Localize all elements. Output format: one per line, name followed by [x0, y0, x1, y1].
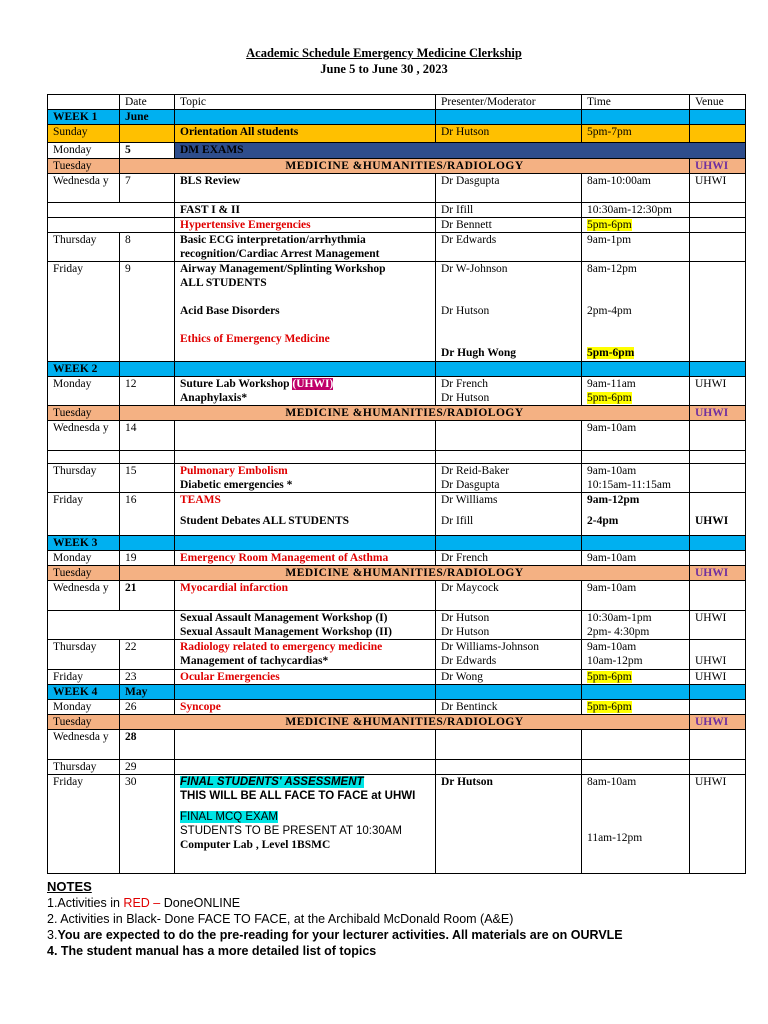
presenter-cell — [436, 493, 582, 536]
day-cell: Monday — [48, 377, 120, 406]
week-month: May — [120, 685, 175, 700]
presenter-cell: Dr Bentinck — [436, 700, 582, 715]
presenter-cell: Dr Wong — [436, 670, 582, 685]
presenter-line: Dr Hutson — [441, 626, 490, 638]
topic-cell: Orientation All students — [175, 125, 436, 143]
day-cell: Thursday — [48, 233, 120, 262]
topic-line: Computer Lab , Level 1BSMC — [180, 839, 331, 851]
table-row — [48, 203, 746, 218]
time-cell — [582, 464, 690, 493]
venue-text: UHWI — [695, 655, 727, 667]
presenter-cell: Dr Edwards — [436, 233, 582, 262]
presenter-line: Dr Hutson — [441, 392, 490, 404]
topic-line: Acid Base Disorders — [180, 305, 280, 317]
week-label: WEEK 2 — [48, 362, 120, 377]
time-line: 2pm-4pm — [587, 305, 632, 317]
header-venue: Venue — [690, 95, 746, 110]
day-cell: Friday — [48, 670, 120, 685]
time-cell — [582, 775, 690, 874]
assessment-highlight: FINAL STUDENTS' ASSESSMENT — [180, 776, 364, 788]
table-row — [48, 670, 746, 685]
week-label: WEEK 4 — [48, 685, 120, 700]
table-row — [48, 551, 746, 566]
day-cell: Tuesday — [48, 566, 120, 581]
venue-cell: UHWI — [690, 611, 746, 640]
date-cell: 8 — [120, 233, 175, 262]
time-line: 8am-10am — [587, 776, 637, 788]
venue-cell: UHWI — [690, 174, 746, 203]
document-dates: June 5 to June 30 , 2023 — [320, 62, 448, 76]
header-topic: Topic — [175, 95, 436, 110]
header-date: Date — [120, 95, 175, 110]
time-line: 10:15am-11:15am — [587, 479, 671, 491]
time-cell — [582, 377, 690, 406]
date-cell: 16 — [120, 493, 175, 536]
presenter-line: Dr Ifill — [441, 515, 474, 527]
time-line: 2pm- 4:30pm — [587, 626, 650, 638]
table-row — [48, 174, 746, 203]
day-cell: Friday — [48, 775, 120, 874]
time-cell — [582, 670, 690, 685]
table-row — [48, 262, 746, 362]
day-cell: Monday — [48, 700, 120, 715]
day-cell: Thursday — [48, 760, 120, 775]
note-2: 2. Activities in Black- Done FACE TO FACE, at the Archibald McDonald Room (A&E) — [47, 912, 514, 926]
date-cell: 28 — [120, 730, 175, 760]
date-cell: 15 — [120, 464, 175, 493]
time-cell — [582, 493, 690, 536]
topic-cell: MEDICINE &HUMANITIES/RADIOLOGY — [120, 715, 690, 730]
day-cell: Tuesday — [48, 159, 120, 174]
header-presenter: Presenter/Moderator — [436, 95, 582, 110]
time-highlight: 5pm-6pm — [587, 219, 632, 231]
topic-line: STUDENTS TO BE PRESENT AT 10:30AM — [180, 825, 402, 837]
table-row — [48, 159, 746, 174]
topic-line: ALL STUDENTS — [180, 277, 267, 289]
week-label: WEEK 3 — [48, 536, 120, 551]
table-row — [48, 611, 746, 640]
week-row — [48, 362, 746, 377]
header-day — [48, 95, 120, 110]
table-row — [48, 451, 746, 464]
topic-cell: MEDICINE &HUMANITIES/RADIOLOGY — [120, 159, 690, 174]
topic-line: TEAMS — [180, 494, 221, 506]
topic-cell: Syncope — [175, 700, 436, 715]
topic-line: Student Debates ALL STUDENTS — [180, 515, 350, 527]
day-cell: Thursday — [48, 464, 120, 493]
week-row — [48, 536, 746, 551]
topic-line: Anaphylaxis* — [180, 392, 248, 404]
day-cell: Friday — [48, 262, 120, 362]
presenter-cell: Dr Bennett — [436, 218, 582, 233]
presenter-line: Dr Williams — [441, 494, 498, 506]
topic-cell — [175, 464, 436, 493]
topic-cell: FAST I & II — [175, 203, 436, 218]
day-cell: Monday — [48, 143, 120, 159]
note-4: 4. The student manual has a more detailed list of topics — [47, 944, 377, 958]
topic-cell: BLS Review — [175, 174, 436, 203]
presenter-line: Dr Hutson — [441, 612, 490, 624]
day-cell: Wednesda y — [48, 174, 120, 203]
table-row — [48, 700, 746, 715]
presenter-cell — [436, 262, 582, 362]
table-row — [48, 640, 746, 670]
time-highlight: 5pm-6pm — [587, 701, 632, 713]
day-cell: Wednesda y — [48, 581, 120, 611]
header-time: Time — [582, 95, 690, 110]
week-row — [48, 685, 746, 700]
presenter-line: Dr Reid-Baker — [441, 465, 510, 477]
time-cell — [582, 611, 690, 640]
venue-cell: UHWI — [690, 566, 746, 581]
time-highlight: 5pm-6pm — [587, 392, 632, 404]
week-label: WEEK 1 — [48, 110, 120, 125]
table-row — [48, 493, 746, 536]
presenter-line: Dr W-Johnson — [441, 263, 508, 275]
topic-cell — [175, 262, 436, 362]
topic-cell — [175, 640, 436, 670]
time-highlight: 5pm-6pm — [587, 671, 632, 683]
table-row — [48, 775, 746, 874]
topic-line: Pulmonary Embolism — [180, 465, 288, 477]
presenter-cell: Dr Hutson — [436, 125, 582, 143]
date-cell: 9 — [120, 262, 175, 362]
time-line: 10:30am-1pm — [587, 612, 652, 624]
topic-line: THIS WILL BE ALL FACE TO FACE at UHWI — [180, 790, 416, 802]
time-cell — [582, 262, 690, 362]
table-row — [48, 233, 746, 262]
topic-line: Ethics of Emergency Medicine — [180, 333, 330, 345]
document-title: Academic Schedule Emergency Medicine Clerkship — [246, 46, 522, 60]
time-line: 10am-12pm — [587, 655, 643, 667]
venue-cell — [690, 493, 746, 536]
notes-section — [47, 879, 623, 959]
time-highlight: 5pm-6pm — [587, 347, 635, 359]
time-line: 9am-11am — [587, 378, 636, 390]
table-row — [48, 143, 746, 159]
venue-cell: UHWI — [690, 159, 746, 174]
day-cell: Wednesda y — [48, 730, 120, 760]
presenter-line: Dr Williams-Johnson — [441, 641, 540, 653]
day-cell: Friday — [48, 493, 120, 536]
dm-exams-cell — [175, 143, 746, 159]
presenter-line: Dr Dasgupta — [441, 479, 500, 491]
venue-cell: UHWI — [690, 670, 746, 685]
time-line: 8am-12pm — [587, 263, 637, 275]
presenter-cell: Dr Dasgupta — [436, 174, 582, 203]
mcq-highlight: FINAL MCQ EXAM — [180, 811, 278, 823]
date-cell: 29 — [120, 760, 175, 775]
time-cell: 9am-10am — [582, 551, 690, 566]
time-line: 2-4pm — [587, 515, 619, 527]
day-cell: Monday — [48, 551, 120, 566]
time-cell — [582, 640, 690, 670]
presenter-line: Dr Hutson — [441, 305, 490, 317]
time-line: 11am-12pm — [587, 832, 643, 844]
time-cell: 9am-10am — [582, 581, 690, 611]
date-cell: 23 — [120, 670, 175, 685]
time-line: 9am-10am — [587, 465, 637, 477]
table-row — [48, 566, 746, 581]
table-row — [48, 218, 746, 233]
presenter-line: Dr Edwards — [441, 655, 497, 667]
presenter-cell: Dr French — [436, 551, 582, 566]
date-cell: 12 — [120, 377, 175, 406]
day-cell: Thursday — [48, 640, 120, 670]
date-cell: 19 — [120, 551, 175, 566]
topic-line: Sexual Assault Management Workshop (II) — [180, 626, 392, 638]
day-cell: Sunday — [48, 125, 120, 143]
date-cell: 26 — [120, 700, 175, 715]
presenter-cell: Dr Maycock — [436, 581, 582, 611]
table-row — [48, 581, 746, 611]
table-row — [48, 125, 746, 143]
topic-cell: MEDICINE &HUMANITIES/RADIOLOGY — [120, 566, 690, 581]
venue-cell: UHWI — [690, 775, 746, 874]
venue-cell: UHWI — [690, 715, 746, 730]
topic-cell: MEDICINE &HUMANITIES/RADIOLOGY — [120, 406, 690, 421]
venue-cell: UHWI — [690, 377, 746, 406]
time-cell: 9am-1pm — [582, 233, 690, 262]
schedule-table — [47, 94, 746, 874]
table-row — [48, 406, 746, 421]
topic-cell — [175, 775, 436, 874]
presenter-cell — [436, 640, 582, 670]
presenter-cell — [436, 611, 582, 640]
time-cell: 8am-10:00am — [582, 174, 690, 203]
day-cell: Wednesda y — [48, 421, 120, 451]
venue-tag: (UHWI) — [292, 378, 334, 390]
table-row — [48, 760, 746, 775]
day-cell: Tuesday — [48, 715, 120, 730]
topic-cell: Emergency Room Management of Asthma — [175, 551, 436, 566]
topic-cell: Hypertensive Emergencies — [175, 218, 436, 233]
presenter-cell — [436, 464, 582, 493]
week-row — [48, 110, 746, 125]
presenter-line: Dr Hugh Wong — [441, 347, 516, 359]
presenter-line: Dr French — [441, 378, 488, 390]
topic-line: Sexual Assault Management Workshop (I) — [180, 612, 388, 624]
time-cell: 9am-10am — [582, 421, 690, 451]
time-cell: 5pm-7pm — [582, 125, 690, 143]
table-header-row — [48, 95, 746, 110]
week-month: June — [120, 110, 175, 125]
topic-text: DM EXAMS — [180, 144, 244, 156]
note-1: 1.Activities in RED – DoneONLINE — [47, 896, 241, 910]
table-row — [48, 730, 746, 760]
topic-cell: Basic ECG interpretation/arrhythmia recognition/Cardiac Arrest Management — [175, 233, 436, 262]
time-line: 9am-12pm — [587, 494, 640, 506]
topic-cell: Myocardial infarction — [175, 581, 436, 611]
time-line: 9am-10am — [587, 641, 637, 653]
topic-line: Diabetic emergencies * — [180, 479, 293, 491]
venue-cell: UHWI — [690, 406, 746, 421]
date-cell: 5 — [120, 143, 175, 159]
venue-cell — [690, 640, 746, 670]
topic-line: Management of tachycardias* — [180, 655, 329, 667]
day-cell: Tuesday — [48, 406, 120, 421]
date-cell: 7 — [120, 174, 175, 203]
table-row — [48, 715, 746, 730]
note-3: 3.You are expected to do the pre-reading for your lecturer activities. All materials are on OURVLE — [47, 928, 623, 942]
topic-cell — [175, 377, 436, 406]
topic-cell: Ocular Emergencies — [175, 670, 436, 685]
topic-cell — [175, 493, 436, 536]
table-row — [48, 464, 746, 493]
table-row — [48, 377, 746, 406]
date-cell: 21 — [120, 581, 175, 611]
time-cell — [582, 218, 690, 233]
notes-title: NOTES — [47, 879, 92, 894]
presenter-cell: Dr Ifill — [436, 203, 582, 218]
date-cell: 30 — [120, 775, 175, 874]
venue-text: UHWI — [695, 515, 729, 527]
time-cell: 10:30am-12:30pm — [582, 203, 690, 218]
table-row — [48, 421, 746, 451]
time-cell — [582, 700, 690, 715]
topic-line: Radiology related to emergency medicine — [180, 641, 383, 653]
presenter-cell — [436, 377, 582, 406]
presenter-cell: Dr Hutson — [436, 775, 582, 874]
topic-line: Suture Lab Workshop — [180, 378, 293, 390]
topic-cell — [175, 611, 436, 640]
date-cell: 14 — [120, 421, 175, 451]
topic-line: Airway Management/Splinting Workshop — [180, 263, 386, 275]
date-cell: 22 — [120, 640, 175, 670]
